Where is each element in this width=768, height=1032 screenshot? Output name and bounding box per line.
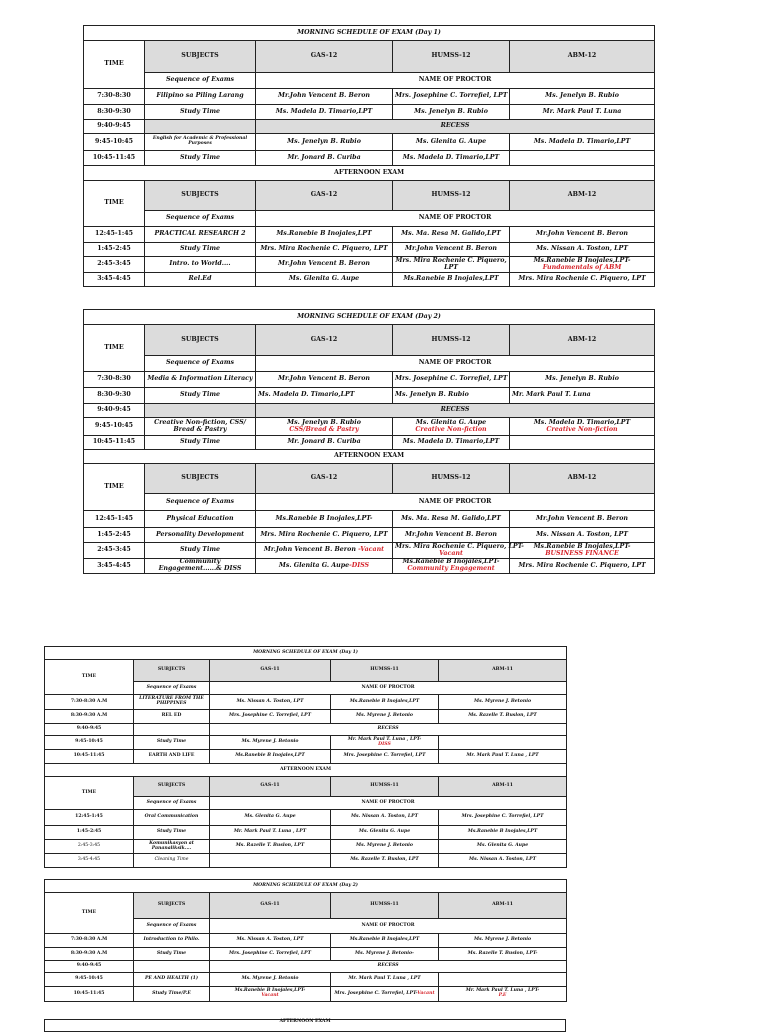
section-title: MORNING SCHEDULE OF EXAM (Day 2) <box>84 310 655 325</box>
table-row: 12:45-1:45 Oral Communication Ms. Glenita G. Aupe Ms. Nissan A. Toston, LPT Mrs. Josephine C. Torrefiel, LPT <box>45 810 567 826</box>
col-header-abm: ABM-12 <box>510 41 655 73</box>
table-row: 12:45-1:45 PRACTICAL RESEARCH 2 Ms.Ranebie B Inojales,LPT Ms. Ma. Resa M. Galido,LPT Mr.John Vencent B. Beron <box>84 227 655 243</box>
section-title: MORNING SCHEDULE OF EXAM (Day 1) <box>45 647 567 660</box>
table-row: 7:30-8:30 Media & Information Literacy Mr.John Vencent B. Beron Mrs. Josephine C. Torrefiel, LPT Ms. Jenelyn B. Rubio <box>84 372 655 388</box>
table-row: 2:45-3:45 Study Time Mr.John Vencent B. Beron -Vacant Mrs. Mira Rochenie C. Piquero, LPT- Vacant Ms.Ranebie B Inojales,LPT- BUSINESS FINANCE <box>84 543 655 559</box>
schedule-g11-day1: MORNING SCHEDULE OF EXAM (Day 1) TIME SUBJECTS GAS-11 HUMSS-11 ABM-11 Sequence of Exams NAME OF PROCTOR 7:30-8:30 A.M LITERATURE FROM THE PHIPPINES Ms. Nissan A. Toston, LPT Ms.Ranebie B Inojales,LPT Ms. Myrene J. Betonio 8:30-9:30 A.M REL ED Mrs. Josephine C. Torrefiel, LPT Ms. Myrene J. Betonio Ms. Razelle T. Buslon, LPT 9:40-9:45 RECESS 9:45-10:45 Study Time Ms. Myrene J. Betonio Mr. Mark Paul T. Luna , LPT- DISS 10:45-11:45 EARTH AND LIFE Ms.Ranebie B Inojales,LPT Mrs. Josephine C. Torrefiel, LPT Mr. Mark Paul T. Luna , LPT AFTERNOON EXAM TIME SUBJECTS GAS-11 HUMSS-11 ABM-11 Sequence of Exams NAME OF PROCTOR 12:45-1:45 Oral Communication Ms. Glenita G. Aupe Ms. Nissan A. Toston, LPT Mrs. Josephine C. Torrefiel, LPT 1:45-2:45 Study Time Mr. Mark Paul T. Luna , LPT Ms. Glenita G. Aupe Ms.Ranebie B Inojales,LPT 2:45-3:45 Komunikasyon at Pananaliksik.... Ms. Razelle T. Buslon, LPT Ms. Myrene J. Betonio Ms. Glenita G. Aupe 3:45-4:45 Cleaning Time Ms. Razelle T. Buslon, LPT Ms. Nissan A. Toston, LPT <box>44 646 567 868</box>
schedule-g11-day2: MORNING SCHEDULE OF EXAM (Day 2) TIME SUBJECTS GAS-11 HUMSS-11 ABM-11 Sequence of Exams NAME OF PROCTOR 7:30-8:30 A.M Introduction to Philo. Ms. Nissan A. Toston, LPT Ms.Ranebie B Inojales,LPT Ms. Myrene J. Betonio 8:30-9:30 A.M Study Time Mrs. Josephine C. Torrefiel, LPT Ms. Myrene J. Betonio- Ms. Razelle T. Buslon, LPT- 9:40-9:45 RECESS 9:45-10:45 PE AND HEALTH (1) Ms. Myrene J. Betonio Mr. Mark Paul T. Luna , LPT 10:45-11:45 Study Time/P.E Ms.Ranebie B Inojales,LPT- Vacant Mrs. Josephine C. Torrefiel, LPT-Vacant Mr. Mark Paul T. Luna , LPT- P.E <box>44 879 567 1002</box>
recess-row: 9:40-9:45 RECESS <box>84 404 655 418</box>
table-row: 2:45-3:45 Intro. to World.... Mr.John Vencent B. Beron Mrs. Mira Rochenie C. Piquero, LPT Ms.Ranebie B Inojales,LPT- Fundamentals of ABM <box>84 257 655 273</box>
table-row: 7:30-8:30 A.M Introduction to Philo. Ms. Nissan A. Toston, LPT Ms.Ranebie B Inojales,LPT Ms. Myrene J. Betonio <box>45 934 567 948</box>
col-header-gas: GAS-12 <box>256 41 393 73</box>
afternoon-title: AFTERNOON EXAM <box>45 764 567 777</box>
section-title: MORNING SCHEDULE OF EXAM (Day 2) <box>45 880 567 893</box>
table-row: 1:45-2:45 Study Time Mrs. Mira Rochenie C. Piquero, LPT Mr.John Vencent B. Beron Ms. Nissan A. Toston, LPT <box>84 243 655 257</box>
table-row: 9:45-10:45 Study Time Ms. Myrene J. Betonio Mr. Mark Paul T. Luna , LPT- DISS <box>45 736 567 750</box>
table-row: 12:45-1:45 Physical Education Ms.Ranebie B Inojales,LPT- Ms. Ma. Resa M. Galido,LPT Mr.John Vencent B. Beron <box>84 511 655 528</box>
schedule-g12-day2: MORNING SCHEDULE OF EXAM (Day 2) TIME SUBJECTS GAS-12 HUMSS-12 ABM-12 Sequence of Exams NAME OF PROCTOR 7:30-8:30 Media & Information Literacy Mr.John Vencent B. Beron Mrs. Josephine C. Torrefiel, LPT Ms. Jenelyn B. Rubio 8:30-9:30 Study Time Ms. Madela D. Timario,LPT Ms. Jenelyn B. Rubio Mr. Mark Paul T. Luna 9:40-9:45 RECESS 9:45-10:45 Creative Non-fiction, CSS/ Bread & Pastry Ms. Jenelyn B. Rubio CSS/Bread & Pastry Ms. Glenita G. Aupe Creative Non-fiction Ms. Madela D. Timario,LPT Creative Non-fiction 10:45-11:45 Study Time Mr. Jonard B. Curiba Ms. Madela D. Timario,LPT AFTERNOON EXAM TIME SUBJECTS GAS-12 HUMSS-12 ABM-12 Sequence of Exams NAME OF PROCTOR 12:45-1:45 Physical Education Ms.Ranebie B Inojales,LPT- Ms. Ma. Resa M. Galido,LPT Mr.John Vencent B. Beron 1:45-2:45 Personality Development Mrs. Mira Rochenie C. Piquero, LPT Mr.John Vencent B. Beron Ms. Nissan A. Toston, LPT 2:45-3:45 Study Time Mr.John Vencent B. Beron -Vacant Mrs. Mira Rochenie C. Piquero, LPT- Vacant Ms.Ranebie B Inojales,LPT- BUSINESS FINANCE 3:45-4:45 Community Engagement......& DISS Ms. Glenita G. Aupe-DISS Ms.Ranebie B Inojales,LPT- Community Engagement Mrs. Mira Rochenie C. Piquero, LPT <box>83 309 655 574</box>
recess-row: 9:40-9:45 RECESS <box>45 961 567 973</box>
table-row: 10:45-11:45 Study Time/P.E Ms.Ranebie B Inojales,LPT- Vacant Mrs. Josephine C. Torrefiel, LPT-Vacant Mr. Mark Paul T. Luna , LPT- P.E <box>45 987 567 1002</box>
time-header: TIME <box>84 41 145 89</box>
subjects-header: SUBJECTS <box>145 41 256 73</box>
afternoon-title: AFTERNOON EXAM <box>84 166 655 181</box>
proctor-header: NAME OF PROCTOR <box>256 73 655 89</box>
table-row: 9:45-10:45 PE AND HEALTH (1) Ms. Myrene J. Betonio Mr. Mark Paul T. Luna , LPT <box>45 973 567 987</box>
col-header-humss: HUMSS-12 <box>393 41 510 73</box>
table-row: 8:30-9:30 Study Time Ms. Madela D. Timario,LPT Ms. Jenelyn B. Rubio Mr. Mark Paul T. Luna <box>84 388 655 404</box>
table-row: 10:45-11:45 EARTH AND LIFE Ms.Ranebie B Inojales,LPT Mrs. Josephine C. Torrefiel, LPT Mr. Mark Paul T. Luna , LPT <box>45 750 567 764</box>
table-row: 9:45-10:45 Creative Non-fiction, CSS/ Bread & Pastry Ms. Jenelyn B. Rubio CSS/Bread & Pastry Ms. Glenita G. Aupe Creative Non-fiction Ms. Madela D. Timario,LPT Creative Non-fiction <box>84 418 655 436</box>
table-row: 10:45-11:45 Study Time Mr. Jonard B. Curiba Ms. Madela D. Timario,LPT <box>84 151 655 166</box>
table-row: 1:45-2:45 Study Time Mr. Mark Paul T. Luna , LPT Ms. Glenita G. Aupe Ms.Ranebie B Inojales,LPT <box>45 826 567 840</box>
afternoon-title: AFTERNOON EXAM <box>45 1020 566 1032</box>
table-row: 8:30-9:30 A.M REL ED Mrs. Josephine C. Torrefiel, LPT Ms. Myrene J. Betonio Ms. Razelle T. Buslon, LPT <box>45 710 567 724</box>
sequence-label: Sequence of Exams <box>145 73 256 89</box>
schedule-g12-day1: MORNING SCHEDULE OF EXAM (Day 1) TIME SUBJECTS GAS-12 HUMSS-12 ABM-12 Sequence of Exams NAME OF PROCTOR 7:30-8:30 Filipino sa Piling Larang Mr.John Vencent B. Beron Mrs. Josephine C. Torrefiel, LPT Ms. Jenelyn B. Rubio 8:30-9:30 Study Time Ms. Madela D. Timario,LPT Ms. Jenelyn B. Rubio Mr. Mark Paul T. Luna 9:40-9:45 RECESS 9:45-10:45 English for Academic & Professional Purposes Ms. Jenelyn B. Rubio Ms. Glenita G. Aupe Ms. Madela D. Timario,LPT 10:45-11:45 Study Time Mr. Jonard B. Curiba Ms. Madela D. Timario,LPT AFTERNOON EXAM TIME SUBJECTS GAS-12 HUMSS-12 ABM-12 Sequence of Exams NAME OF PROCTOR 12:45-1:45 PRACTICAL RESEARCH 2 Ms.Ranebie B Inojales,LPT Ms. Ma. Resa M. Galido,LPT Mr.John Vencent B. Beron 1:45-2:45 Study Time Mrs. Mira Rochenie C. Piquero, LPT Mr.John Vencent B. Beron Ms. Nissan A. Toston, LPT 2:45-3:45 Intro. to World.... Mr.John Vencent B. Beron Mrs. Mira Rochenie C. Piquero, LPT Ms.Ranebie B Inojales,LPT- Fundamentals of ABM 3:45-4:45 Rel.Ed Ms. Glenita G. Aupe Ms.Ranebie B Inojales,LPT Mrs. Mira Rochenie C. Piquero, LPT <box>83 25 655 287</box>
table-row: 10:45-11:45 Study Time Mr. Jonard B. Curiba Ms. Madela D. Timario,LPT <box>84 436 655 450</box>
recess-row: 9:40-9:45 RECESS <box>45 724 567 736</box>
table-row: 3:45-4:45 Cleaning Time Ms. Razelle T. Buslon, LPT Ms. Nissan A. Toston, LPT <box>45 854 567 868</box>
table-row: 7:30-8:30 Filipino sa Piling Larang Mr.John Vencent B. Beron Mrs. Josephine C. Torrefiel, LPT Ms. Jenelyn B. Rubio <box>84 89 655 105</box>
table-row: 3:45-4:45 Community Engagement......& DISS Ms. Glenita G. Aupe-DISS Ms.Ranebie B Inojales,LPT- Community Engagement Mrs. Mira Rochenie C. Piquero, LPT <box>84 559 655 574</box>
table-row: 1:45-2:45 Personality Development Mrs. Mira Rochenie C. Piquero, LPT Mr.John Vencent B. Beron Ms. Nissan A. Toston, LPT <box>84 528 655 543</box>
table-row: 8:30-9:30 A.M Study Time Mrs. Josephine C. Torrefiel, LPT Ms. Myrene J. Betonio- Ms. Razelle T. Buslon, LPT- <box>45 948 567 961</box>
table-row: 9:45-10:45 English for Academic & Professional Purposes Ms. Jenelyn B. Rubio Ms. Glenita G. Aupe Ms. Madela D. Timario,LPT <box>84 134 655 151</box>
table-row: 8:30-9:30 Study Time Ms. Madela D. Timario,LPT Ms. Jenelyn B. Rubio Mr. Mark Paul T. Luna <box>84 105 655 120</box>
table-row: 2:45-3:45 Komunikasyon at Pananaliksik.... Ms. Razelle T. Buslon, LPT Ms. Myrene J. Betonio Ms. Glenita G. Aupe <box>45 840 567 854</box>
afternoon-title: AFTERNOON EXAM <box>84 450 655 464</box>
table-row: 7:30-8:30 A.M LITERATURE FROM THE PHIPPINES Ms. Nissan A. Toston, LPT Ms.Ranebie B Inojales,LPT Ms. Myrene J. Betonio <box>45 695 567 710</box>
schedule-g11-day2-afternoon <box>44 1019 566 1032</box>
table-row: 3:45-4:45 Rel.Ed Ms. Glenita G. Aupe Ms.Ranebie B Inojales,LPT Mrs. Mira Rochenie C. Piquero, LPT <box>84 273 655 287</box>
section-title: MORNING SCHEDULE OF EXAM (Day 1) <box>84 26 655 41</box>
recess-row: 9:40-9:45 RECESS <box>84 120 655 134</box>
